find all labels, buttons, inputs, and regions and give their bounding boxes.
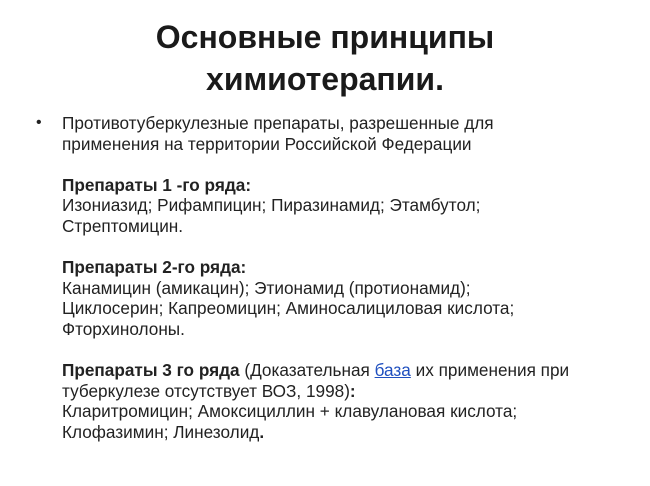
slide-title [0, 16, 650, 100]
second-line-heading: Препараты 2-го ряда: [62, 257, 247, 278]
bullet-body [62, 113, 626, 443]
third-line-note-row-2 [62, 381, 626, 402]
second-line-drugs-3: Фторхинолоны. [62, 318, 185, 339]
bullet-item [36, 113, 626, 443]
third-line-note-after-link: их применения при [410, 360, 570, 381]
third-line-final-period: . [259, 421, 265, 442]
bullet-icon: • [36, 114, 42, 131]
intro-line-2: применения на территории Российской Федерации [62, 133, 472, 154]
intro-line-1: Противотуберкулезные препараты, разрешенные для [62, 113, 494, 133]
second-line-drugs-2: Циклосерин; Капреомицин; Аминосалициловая кислота; [62, 298, 515, 319]
third-line-note-before-link: (Доказательная [239, 360, 375, 381]
third-line-heading: Препараты 3 го ряда [62, 360, 240, 381]
evidence-base-link[interactable]: база [374, 360, 411, 381]
third-line-colon: : [349, 380, 356, 401]
third-line-note-line-2: туберкулезе отсутствует ВОЗ, 1998) [62, 380, 350, 401]
spacer [62, 340, 626, 361]
slide-content [36, 113, 626, 443]
second-line-drugs-1: Канамицин (амикацин); Этионамид (протионамид); [62, 277, 471, 298]
first-line-drugs-2: Стрептомицин. [62, 215, 184, 236]
third-line-drugs-2: Клофазимин; Линезолид [62, 421, 260, 442]
third-line-drugs-row-2 [62, 422, 626, 443]
title-line-2: химиотерапии. [206, 61, 444, 97]
spacer [62, 237, 626, 258]
spacer [62, 154, 626, 175]
third-line-heading-row [62, 360, 626, 381]
third-line-drugs-1: Кларитромицин; Амоксициллин + клавулановая кислота; [62, 401, 518, 422]
first-line-drugs-1: Изониазид; Рифампицин; Пиразинамид; Этамбутол; [62, 195, 481, 216]
title-line-1: Основные принципы [155, 19, 495, 55]
first-line-heading: Препараты 1 -го ряда: [62, 174, 252, 195]
